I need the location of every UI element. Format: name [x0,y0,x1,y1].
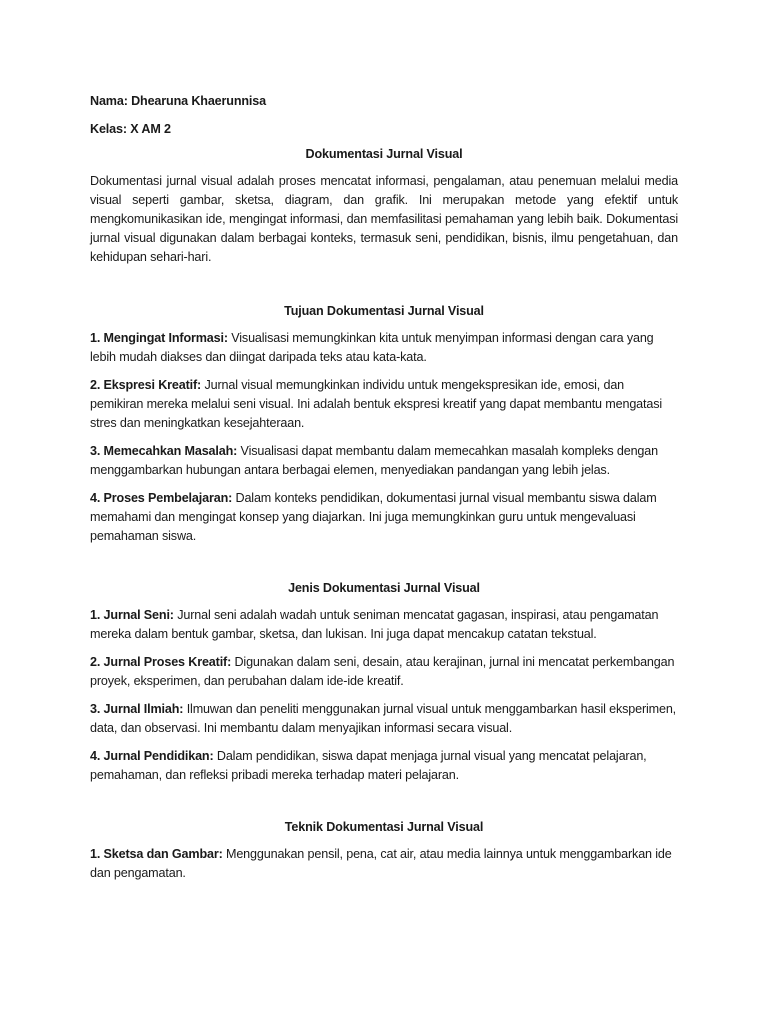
item-term: 3. Jurnal Ilmiah: [90,702,184,716]
item-term: 3. Memecahkan Masalah: [90,444,238,458]
section-title-teknik: Teknik Dokumentasi Jurnal Visual [284,820,484,834]
intro-paragraph: Dokumentasi jurnal visual adalah proses mencatat informasi, pengalaman, atau penemuan melalui media visual seperti gambar, sketsa, diagram, dan grafik. Ini merupakan metode yang efektif untuk mengkomunikasikan ide, mengingat informasi, dan memfasilitasi pemahaman yang lebih baik. Dokumentasi jurnal visual digunakan dalam berbagai konteks, termasuk seni, pendidikan, bisnis, ilmu pengetahuan, dan kehidupan sehari-hari. [90,174,678,264]
list-item [90,845,678,883]
list-item [90,747,678,785]
list-item [90,442,678,480]
item-term: 4. Jurnal Pendidikan: [90,749,214,763]
item-text: Dalam pendidikan, siswa dapat menjaga jurnal visual yang mencatat pelajaran, pemahaman, dan refleksi pribadi mereka terhadap materi pelajaran. [90,749,647,782]
item-term: 1. Jurnal Seni: [90,608,174,622]
section-title-tujuan: Tujuan Dokumentasi Jurnal Visual [284,304,484,318]
item-text: Ilmuwan dan peneliti menggunakan jurnal visual untuk menggambarkan hasil eksperimen, data, dan observasi. Ini membantu dalam menyajikan informasi secara visual. [90,702,677,735]
list-item [90,329,678,367]
item-text: Visualisasi dapat membantu dalam memecahkan masalah kompleks dengan menggambarkan hubungan antara berbagai elemen, menyediakan pandangan yang lebih jelas. [90,444,658,477]
list-item [90,606,678,644]
item-text: Digunakan dalam seni, desain, atau kerajinan, jurnal ini mencatat perkembangan proyek, eksperimen, dan perubahan dalam ide-ide kreatif. [90,655,675,688]
section-title-jenis: Jenis Dokumentasi Jurnal Visual [288,581,480,595]
item-term: 2. Ekspresi Kreatif: [90,378,202,392]
item-term: 1. Mengingat Informasi: [90,331,228,345]
item-text: Visualisasi memungkinkan kita untuk menyimpan informasi dengan cara yang lebih mudah diakses dan diingat daripada teks atau kata-kata. [90,331,654,364]
document-page [90,92,678,892]
list-item [90,376,678,433]
item-text: Jurnal visual memungkinkan individu untuk mengekspresikan ide, emosi, dan pemikiran mereka melalui seni visual. Ini adalah bentuk ekspresi kreatif yang dapat membantu mengatasi stres dan meningkatkan kesejahteraan. [90,378,663,430]
item-text: Jurnal seni adalah wadah untuk seniman mencatat gagasan, inspirasi, atau pengamatan mereka dalam bentuk gambar, sketsa, dan lukisan. Ini juga dapat mencakup catatan tekstual. [90,608,659,641]
list-item [90,489,678,546]
item-term: 1. Sketsa dan Gambar: [90,847,223,861]
item-term: 2. Jurnal Proses Kreatif: [90,655,232,669]
item-term: 4. Proses Pembelajaran: [90,491,233,505]
student-class: Kelas: X AM 2 [90,122,171,136]
item-text: Menggunakan pensil, pena, cat air, atau media lainnya untuk menggambarkan ide dan pengamatan. [90,847,672,880]
list-item [90,700,678,738]
document-title: Dokumentasi Jurnal Visual [305,147,463,161]
item-text: Dalam konteks pendidikan, dokumentasi jurnal visual membantu siswa dalam memahami dan mengingat konsep yang diajarkan. Ini juga memungkinkan guru untuk mengevaluasi pemahaman siswa. [90,491,657,543]
list-item [90,653,678,691]
student-name: Nama: Dhearuna Khaerunnisa [90,94,266,108]
